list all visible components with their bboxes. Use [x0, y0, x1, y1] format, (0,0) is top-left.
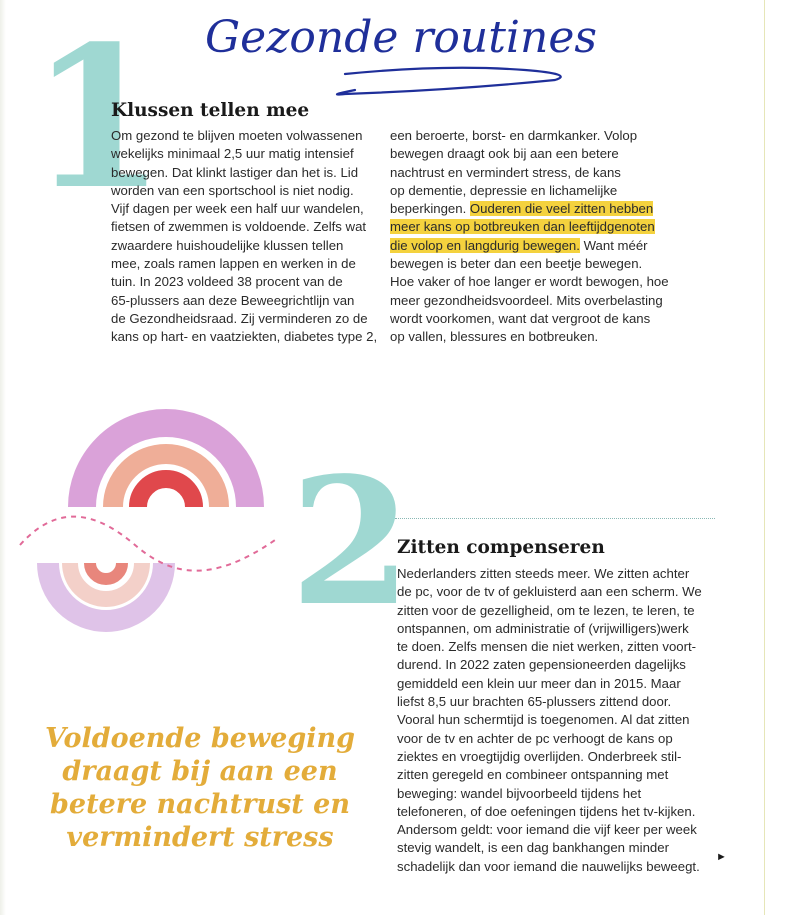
section-number-1: 1	[30, 3, 166, 232]
text-line: 65-plussers aan deze Beweegrichtlijn van	[111, 292, 355, 308]
text-line: telefoneren, of doe oefeningen tijdens het tv-kijken.	[397, 803, 696, 819]
text-line: stevig wandelt, is een dag bankhangen minder	[397, 840, 669, 856]
page-edge-line	[764, 0, 765, 915]
text-line: liefst 8,5 uur brachten 65-plussers zittend door.	[397, 694, 672, 710]
text-line: Vijf dagen per week een half uur wandelen,	[111, 201, 364, 217]
continue-arrow-icon: ►	[716, 851, 727, 863]
section1-column-right	[390, 127, 680, 347]
text-line: nachtrust en vermindert stress, de kans	[390, 164, 621, 180]
handwritten-underline-scribble	[337, 68, 561, 95]
rainbow-illustration	[10, 395, 280, 680]
section1-column-left	[111, 127, 383, 347]
pull-quote-line: Voldoende beweging	[44, 723, 355, 754]
text-line: zwaardere huishoudelijke klussen tellen	[111, 237, 344, 253]
text-line: bewegen draagt ook bij aan een betere	[390, 146, 619, 162]
pull-quote-line: betere nachtrust en	[50, 789, 350, 820]
handwritten-title	[195, 2, 635, 112]
text-line: een beroerte, borst- en darmkanker. Volop	[390, 128, 638, 143]
lower-arc-inner	[90, 563, 122, 579]
text-line: te doen. Zelfs mensen die niet werken, zitten voort-	[397, 639, 697, 655]
text-line: Om gezond te blijven moeten volwassenen	[111, 128, 363, 143]
text-line: kans op hart- en vaatziekten, diabetes type 2,	[111, 329, 378, 345]
text-line: zitten geregeld en combineer ontspanning met	[397, 767, 669, 783]
scan-edge-left	[0, 0, 6, 915]
text-line: bewegen is beter dan een beetje bewegen.	[390, 256, 643, 272]
text-line: Nederlanders zitten steeds meer. We zitten achter	[397, 566, 690, 581]
text-line: durend. In 2022 zaten gepensioneerden dagelijks	[397, 657, 686, 673]
text-line: beweging: wandel bijvoorbeeld tijdens het	[397, 785, 642, 801]
highlighted-text: Ouderen die veel zitten hebben	[469, 201, 654, 217]
section2-column	[397, 565, 715, 876]
handwritten-title-text: Gezonde routines	[205, 12, 597, 63]
text-line: wordt voorkomen, want dat vergroot de kans	[390, 310, 651, 326]
text-line: ziektes en vroegtijdig overlijden. Onderbreek stil-	[397, 748, 682, 764]
text-line: beperkingen.	[390, 201, 470, 217]
text-line: de pc, voor de tv of gekluisterd aan een scherm. We	[397, 584, 702, 600]
dashed-wave-line	[20, 517, 275, 571]
text-line: Vooral hun schermtijd is toegenomen. Al dat zitten	[397, 712, 690, 728]
text-line: wekelijks minimaal 2,5 uur matig intensief	[111, 146, 354, 162]
text-line: Andersom geldt: voor iemand die vijf keer per week	[397, 822, 697, 838]
text-line: de Gezondheidsraad. Zij verminderen zo de	[111, 310, 368, 326]
dotted-divider	[395, 518, 715, 519]
text-line: Hoe vaker of hoe langer er wordt bewogen, hoe	[390, 274, 669, 290]
text-line: Want méér	[579, 237, 648, 253]
text-line: op vallen, blessures en botbreuken.	[390, 329, 599, 345]
text-line: schadelijk dan voor iemand die nauwelijks beweegt.	[397, 858, 700, 874]
text-line: worden van een sportschool is niet nodig.	[111, 182, 354, 198]
text-line: meer gezondheidsvoordeel. Mits overbelasting	[390, 292, 663, 308]
pull-quote-line: draagt bij aan een	[62, 756, 338, 787]
section-heading-1: Klussen tellen mee	[111, 100, 310, 121]
text-line: mee, zoals ramen lappen en werken in de	[111, 256, 356, 272]
text-line: ontspannen, om administratie of (vrijwilligers)werk	[397, 620, 689, 636]
pull-quote	[40, 722, 360, 854]
text-line: fietsen of zwemmen is voldoende. Zelfs wat	[111, 219, 367, 235]
text-line: bewegen. Dat klinkt lastiger dan het is. Lid	[111, 164, 359, 180]
highlighted-text: meer kans op botbreuken dan leeftijdgenoten	[390, 219, 655, 235]
section-heading-2: Zitten compenseren	[397, 537, 605, 558]
text-line: zitten voor de gezelligheid, om te lezen, te leren, te	[397, 602, 695, 618]
text-line: voor de tv en achter de pc verhoogt de kans op	[397, 730, 673, 746]
text-line: tuin. In 2023 voldeed 38 procent van de	[111, 274, 343, 290]
highlighted-text: die volop en langdurig bewegen.	[390, 237, 580, 253]
section-number-2: 2	[290, 440, 412, 645]
text-line: gemiddeld een klein uur meer dan in 2015. Maar	[397, 675, 681, 691]
pull-quote-line: vermindert stress	[66, 822, 334, 853]
rainbow-arc-inner	[138, 479, 194, 507]
text-line: op dementie, depressie en lichamelijke	[390, 182, 618, 198]
